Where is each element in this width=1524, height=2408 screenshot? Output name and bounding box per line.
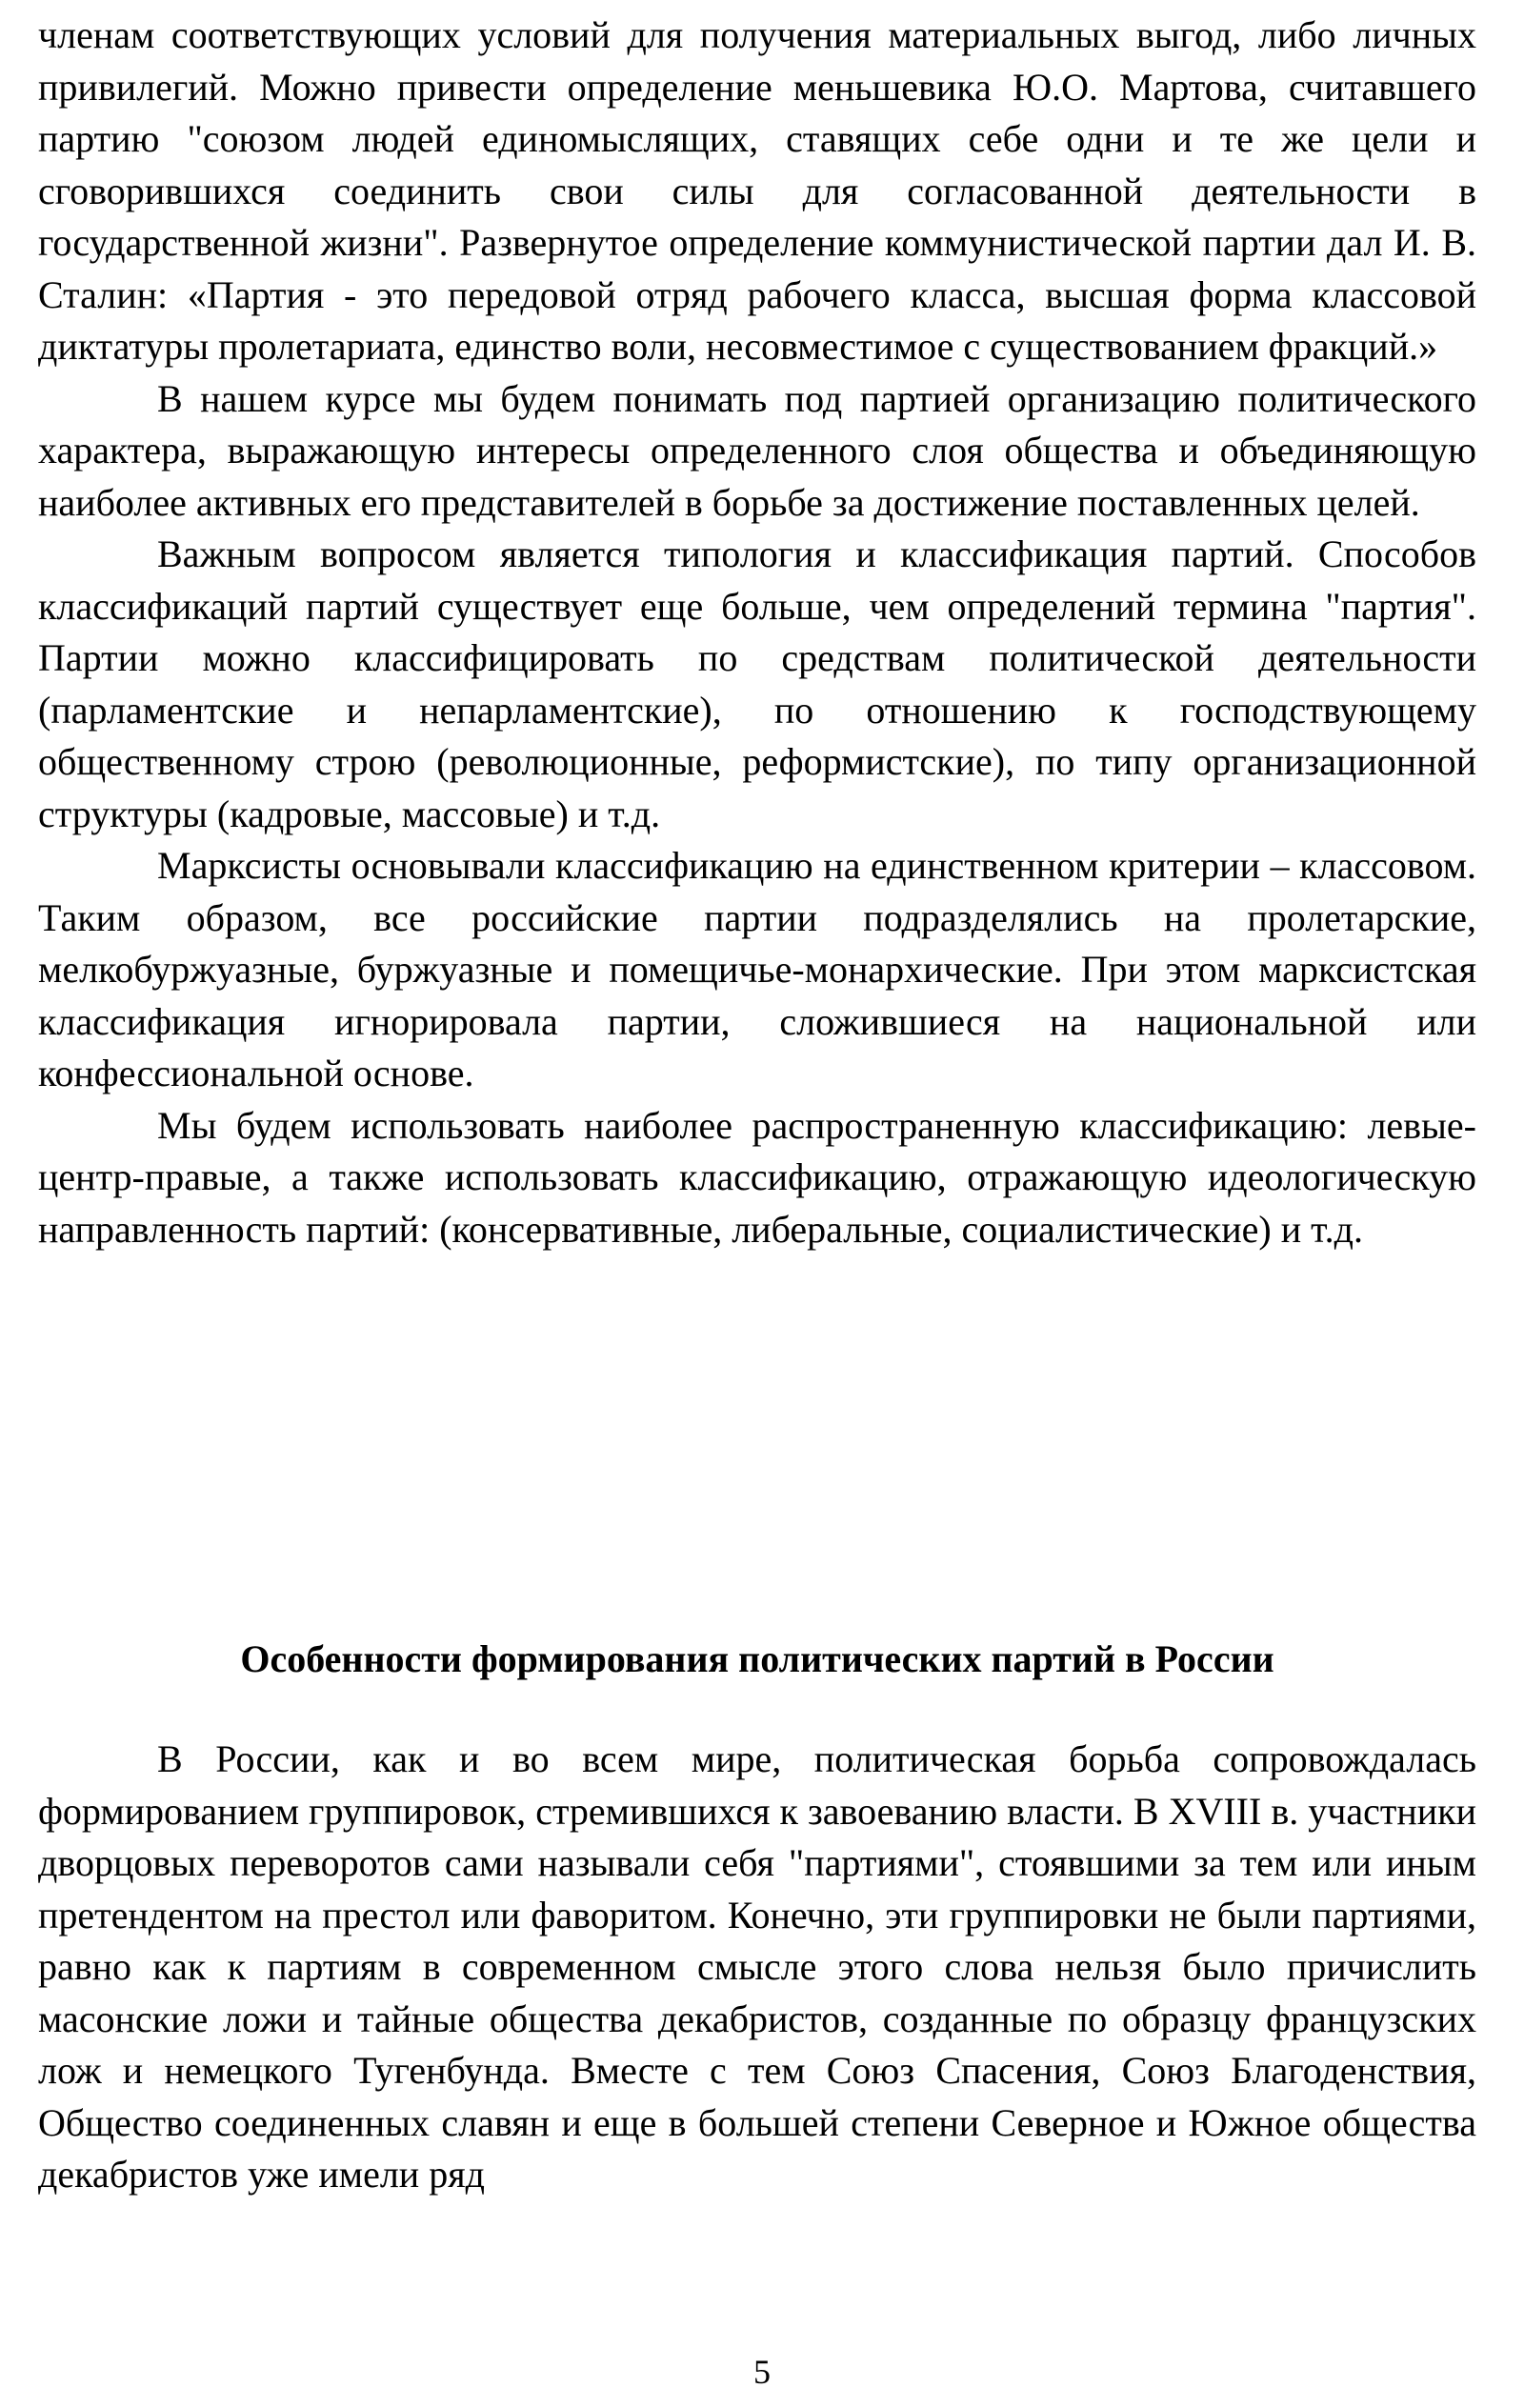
paragraph-1: членам соответствующих условий для получения материальных выгод, либо личных привилегий. Можно привести определение меньшевика Ю.О. Мартова, считавшего партию "союзом людей единомыслящих, ставящих себе одни и те же цели и сговорившихся соединить свои силы для согласованной деятельности в государственной жизни". Развернутое определение коммунистической партии дал И. В. Сталин: «Партия - это передовой отряд рабочего класса, высшая форма классовой диктатуры пролетариата, единство воли, несовместимое с существованием фракций.» <box>38 13 1476 368</box>
paragraph-5: Мы будем использовать наиболее распространенную классификацию: левые-центр-правые, а также использовать классификацию, отражающую идеологическую направленность партий: (консервативные, либеральные, социалистические) и т.д. <box>38 1103 1476 1251</box>
paragraph-4: Марксисты основывали классификацию на единственном критерии – классовом. Таким образом, все российские партии подразделялись на пролетарские, мелкобуржуазные, буржуазные и помещичье-монархические. При этом марксистская классификация игнорировала партии, сложившиеся на национальной или конфессиональной основе. <box>38 844 1476 1094</box>
text-section-bottom <box>38 1734 1476 2201</box>
section-heading: Особенности формирования политических партий в России <box>240 1637 1274 1680</box>
paragraph-2: В нашем курсе мы будем понимать под партией организацию политического характера, выражающую интересы определенного слоя общества и объединяющую наиболее активных его представителей в борьбе за достижение поставленных целей. <box>38 376 1476 524</box>
paragraph-3: Важным вопросом является типология и классификация партий. Способов классификаций партий существует еще больше, чем определений термина "партия". Партии можно классифицировать по средствам политической деятельности (парламентские и непарламентские), по отношению к господствующему общественному строю (революционные, реформистские), по типу организационной структуры (кадровые, массовые) и т.д. <box>38 532 1476 835</box>
text-section-top <box>38 10 1476 1255</box>
page-number: 5 <box>753 2353 771 2391</box>
paragraph-6: В России, как и во всем мире, политическая борьба сопровождалась формированием группировок, стремившихся к завоеванию власти. В XVIII в. участники дворцовых переворотов сами называли себя "партиями", стоявшими за тем или иным претендентом на престол или фаворитом. Конечно, эти группировки не были партиями, равно как к партиям в современном смысле этого слова нельзя было причислить масонские ложи и тайные общества декабристов, созданные по образцу французских лож и немецкого Тугенбунда. Вместе с тем Союз Спасения, Союз Благоденствия, Общество соединенных славян и еще в большей степени Северное и Южное общества декабристов уже имели ряд <box>38 1737 1476 2196</box>
